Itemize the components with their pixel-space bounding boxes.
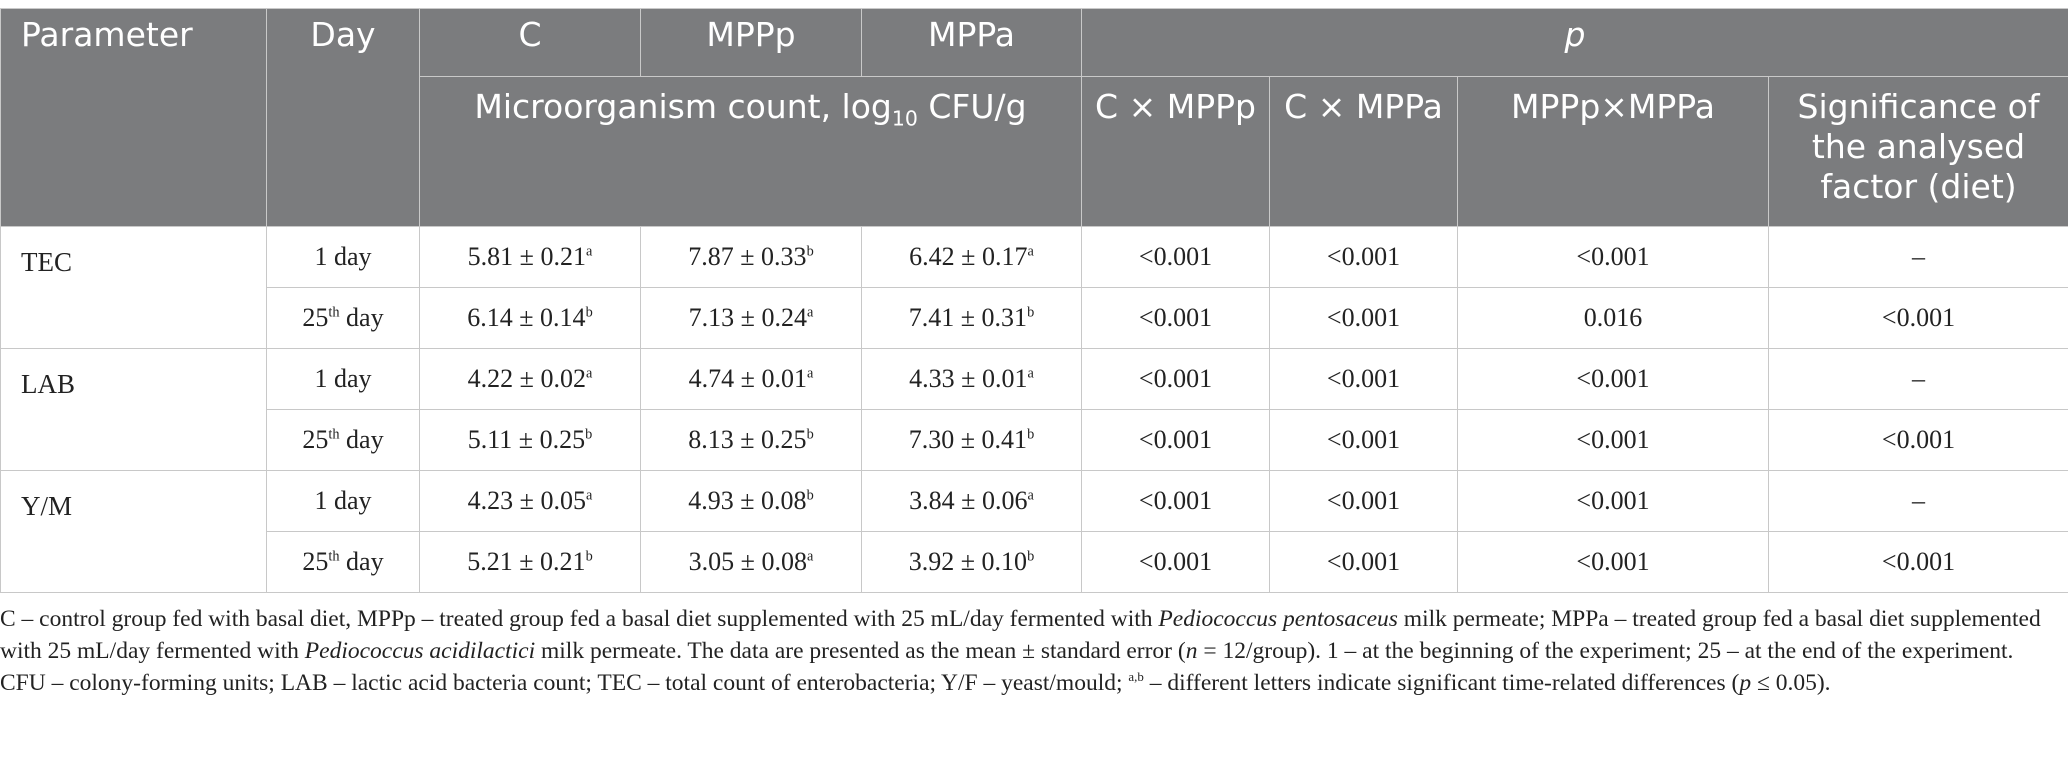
mppp-x-mppa-value: <0.001 <box>1458 532 1769 593</box>
table-row <box>1 471 2068 532</box>
mppp-x-mppa-value: <0.001 <box>1458 349 1769 410</box>
c-value: 4.22 ± 0.02$^a$ <box>420 349 641 410</box>
mppp-value: 7.87 ± 0.33$^b$ <box>641 227 862 288</box>
mppp-x-mppa-value: <0.001 <box>1458 471 1769 532</box>
footnote-text: C – control group fed with basal diet, MPPp – treated group fed a basal diet supplemented with 25 mL/day fermented with Pediococcus pentosaceus milk permeate; MPPa – treated group fed a basal diet supplemented with 25 mL/day fermented with Pediococcus acidilactici milk permeate. The data are presented as the mean ± standard error (n = 12/group). 1 – at the beginning of the experiment; 25 – at the end of the experiment. CFU – colony-forming units; LAB – lactic acid bacteria count; TEC – total count of enterobacteria; Y/F – yeast/mould; $^{a,b}$ – different letters indicate significant time-related differences (p ≤ 0.05). <box>0 606 2041 696</box>
c-value: 6.14 ± 0.14$^b$ <box>420 288 641 349</box>
significance-value: – <box>1769 227 2068 288</box>
parameter-cell: Y/M <box>1 471 267 593</box>
results-table <box>0 8 2068 593</box>
table-row <box>1 532 2068 593</box>
mppp-value: 4.93 ± 0.08$^b$ <box>641 471 862 532</box>
mppa-value: 3.84 ± 0.06$^a$ <box>862 471 1082 532</box>
parameter-cell: TEC <box>1 227 267 349</box>
c-x-mppa-value: <0.001 <box>1270 227 1458 288</box>
mppp-x-mppa-value: <0.001 <box>1458 227 1769 288</box>
header-c: C <box>420 9 641 77</box>
parameter-cell: LAB <box>1 349 267 471</box>
c-value: 5.21 ± 0.21$^b$ <box>420 532 641 593</box>
c-x-mppa-value: <0.001 <box>1270 410 1458 471</box>
mppp-value: 3.05 ± 0.08$^a$ <box>641 532 862 593</box>
table-row <box>1 349 2068 410</box>
header-significance: Significance of the analysed factor (diet) <box>1769 77 2068 227</box>
header-mppp: MPPp <box>641 9 862 77</box>
table-footnote <box>0 603 2060 699</box>
header-p: p <box>1082 9 2068 77</box>
mppp-x-mppa-value: 0.016 <box>1458 288 1769 349</box>
header-day: Day <box>267 9 420 227</box>
header-mppp-x-mppa: MPPp×MPPa <box>1458 77 1769 227</box>
significance-value: – <box>1769 349 2068 410</box>
mppa-value: 3.92 ± 0.10$^b$ <box>862 532 1082 593</box>
table-row <box>1 410 2068 471</box>
day-cell: 25th day <box>267 410 420 471</box>
significance-value: <0.001 <box>1769 288 2068 349</box>
mppa-value: 7.41 ± 0.31$^b$ <box>862 288 1082 349</box>
c-x-mppa-value: <0.001 <box>1270 349 1458 410</box>
significance-value: – <box>1769 471 2068 532</box>
c-x-mppp-value: <0.001 <box>1082 288 1270 349</box>
c-x-mppp-value: <0.001 <box>1082 227 1270 288</box>
c-value: 5.81 ± 0.21$^a$ <box>420 227 641 288</box>
c-x-mppp-value: <0.001 <box>1082 532 1270 593</box>
day-cell: 1 day <box>267 349 420 410</box>
header-c-x-mppa: C × MPPa <box>1270 77 1458 227</box>
c-x-mppa-value: <0.001 <box>1270 532 1458 593</box>
header-microorganism-count: Microorganism count, $\log_{10} CFU/g$ <box>420 77 1082 227</box>
mppa-value: 6.42 ± 0.17$^a$ <box>862 227 1082 288</box>
c-x-mppp-value: <0.001 <box>1082 471 1270 532</box>
mppa-value: 7.30 ± 0.41$^b$ <box>862 410 1082 471</box>
mppp-x-mppa-value: <0.001 <box>1458 410 1769 471</box>
mppp-value: 4.74 ± 0.01$^a$ <box>641 349 862 410</box>
day-cell: 25th day <box>267 532 420 593</box>
day-cell: 1 day <box>267 227 420 288</box>
table-row <box>1 227 2068 288</box>
c-x-mppp-value: <0.001 <box>1082 410 1270 471</box>
header-c-x-mppp: C × MPPp <box>1082 77 1270 227</box>
table-row <box>1 288 2068 349</box>
significance-value: <0.001 <box>1769 410 2068 471</box>
mppa-value: 4.33 ± 0.01$^a$ <box>862 349 1082 410</box>
day-cell: 1 day <box>267 471 420 532</box>
c-x-mppp-value: <0.001 <box>1082 349 1270 410</box>
significance-value: <0.001 <box>1769 532 2068 593</box>
c-x-mppa-value: <0.001 <box>1270 471 1458 532</box>
c-value: 5.11 ± 0.25$^b$ <box>420 410 641 471</box>
header-parameter: Parameter <box>1 9 267 227</box>
mppp-value: 7.13 ± 0.24$^a$ <box>641 288 862 349</box>
day-cell: 25th day <box>267 288 420 349</box>
header-mppa: MPPa <box>862 9 1082 77</box>
c-x-mppa-value: <0.001 <box>1270 288 1458 349</box>
c-value: 4.23 ± 0.05$^a$ <box>420 471 641 532</box>
mppp-value: 8.13 ± 0.25$^b$ <box>641 410 862 471</box>
table-body <box>1 227 2068 593</box>
